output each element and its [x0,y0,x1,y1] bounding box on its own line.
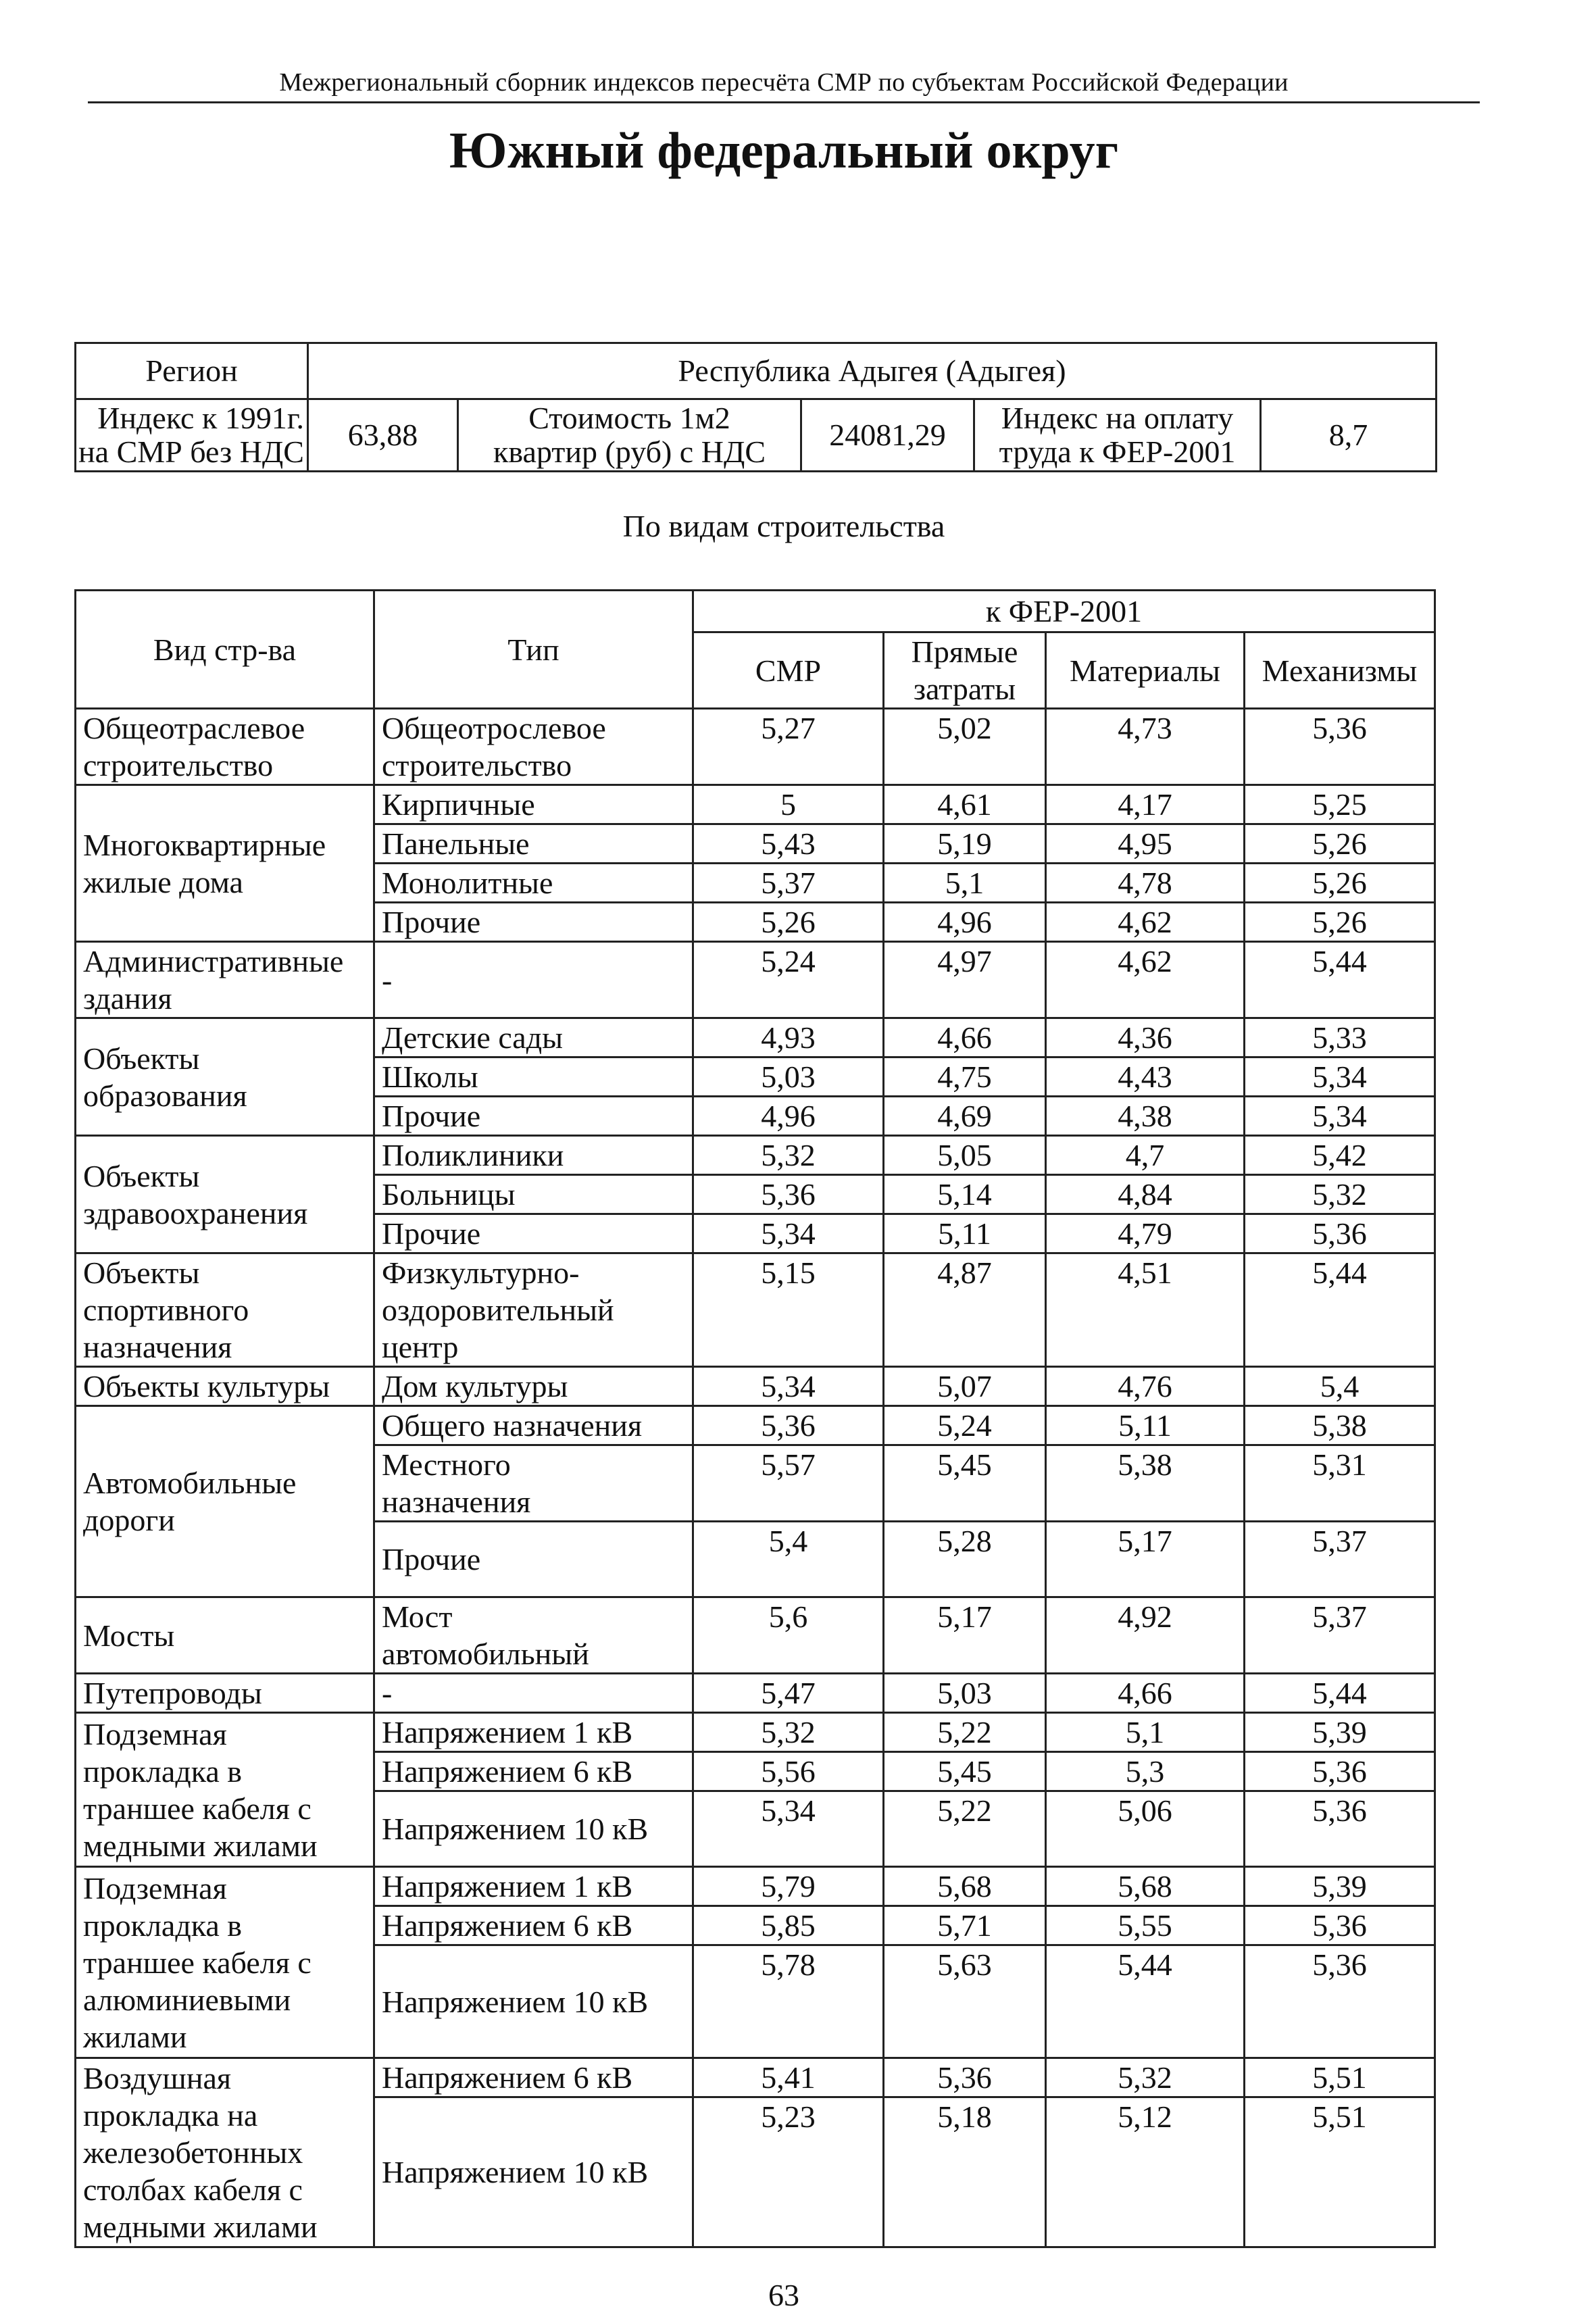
machines-value: 5,36 [1245,1945,1435,2058]
kind-cell [76,1018,374,1136]
type-line: Детские сады [382,1020,564,1055]
direct-costs-value: 4,97 [884,942,1046,1018]
direct-costs-value: 5,22 [884,1791,1046,1867]
type-line: Поликлиники [382,1138,564,1172]
kind-cell [76,709,374,785]
kind-line: траншее кабеля с [83,1791,311,1826]
smr-value: 5,47 [693,1674,884,1713]
materials-value: 5,32 [1046,2058,1245,2097]
smr-value: 5 [693,785,884,824]
type-line: центр [382,1330,459,1364]
direct-costs-value: 4,61 [884,785,1046,824]
smr-value: 5,4 [693,1522,884,1597]
materials-value: 4,78 [1046,864,1245,903]
machines-value: 5,38 [1245,1406,1435,1445]
table-row [76,1253,1435,1367]
kind-line: прокладка в [83,1908,243,1943]
smr-value: 5,27 [693,709,884,785]
table-row [76,1597,1435,1674]
page-title: Южный федеральный округ [449,122,1119,179]
type-cell [374,1057,693,1097]
kind-cell [76,942,374,1018]
type-line: Мост [382,1599,453,1634]
labor-index-label [974,399,1261,472]
smr-value: 5,15 [693,1253,884,1367]
smr-value: 5,43 [693,824,884,864]
direct-costs-value: 5,36 [884,2058,1046,2097]
type-cell [374,903,693,942]
kind-line: Административные [83,944,344,978]
smr-value: 5,56 [693,1752,884,1791]
machines-value: 5,4 [1245,1367,1435,1406]
type-line: Панельные [382,826,530,861]
type-line: Монолитные [382,866,553,900]
direct-costs-value: 4,87 [884,1253,1046,1367]
machines-value: 5,36 [1245,1906,1435,1945]
materials-value: 4,76 [1046,1367,1245,1406]
machines-value: 5,36 [1245,709,1435,785]
materials-value: 4,51 [1046,1253,1245,1367]
machines-value: 5,31 [1245,1445,1435,1522]
direct-costs-value: 5,22 [884,1713,1046,1752]
type-cell [374,2058,693,2097]
direct-costs-value: 5,45 [884,1445,1046,1522]
machines-value: 5,25 [1245,785,1435,824]
index-1991-label-line1: Индекс к 1991г. [97,401,304,435]
machines-value: 5,51 [1245,2097,1435,2247]
smr-value: 5,32 [693,1713,884,1752]
type-line: Общеотрослевое [382,711,606,745]
kind-line: прокладка в [83,1753,243,1789]
index-1991-value: 63,88 [308,399,458,472]
materials-value: 5,44 [1046,1945,1245,2058]
header-direct-costs [884,632,1046,709]
kind-cell [76,1674,374,1713]
direct-costs-value: 5,17 [884,1597,1046,1674]
kind-cell [76,1597,374,1674]
direct-costs-value: 5,71 [884,1906,1046,1945]
kind-line: столбах кабеля с [83,2172,303,2207]
cost-per-m2-label-line1: Стоимость 1м2 [528,401,730,435]
machines-value: 5,42 [1245,1136,1435,1175]
index-1991-label-line2: на СМР без НДС [78,434,304,469]
type-line: Прочие [382,1542,481,1576]
materials-value: 4,84 [1046,1175,1245,1214]
direct-costs-value: 4,96 [884,903,1046,942]
type-cell [374,942,693,1018]
machines-value: 5,37 [1245,1522,1435,1597]
materials-value: 5,06 [1046,1791,1245,1867]
kind-line: траншее кабеля с [83,1945,311,1980]
header-machines: Механизмы [1245,632,1435,709]
direct-costs-value: 5,68 [884,1867,1046,1906]
materials-value: 5,55 [1046,1906,1245,1945]
kind-line: дороги [83,1503,175,1537]
header-direct-costs-line1: Прямые [911,634,1018,669]
type-line: Напряжением 1 кВ [382,1715,633,1749]
kind-line: медными жилами [83,2210,318,2244]
type-line: Напряжением 1 кВ [382,1869,633,1903]
kind-line: здания [83,981,172,1016]
smr-value: 5,24 [693,942,884,1018]
type-cell [374,1097,693,1136]
type-line: Прочие [382,1216,481,1251]
region-summary-table [74,342,1437,472]
smr-value: 5,78 [693,1945,884,2058]
kind-cell [76,1867,374,2058]
table-row [76,785,1435,824]
machines-value: 5,44 [1245,942,1435,1018]
materials-value: 4,36 [1046,1018,1245,1057]
kind-line: Путепроводы [83,1676,262,1710]
kind-line: железобетонных [83,2135,303,2170]
machines-value: 5,44 [1245,1253,1435,1367]
type-line: Местного [382,1447,511,1482]
smr-value: 5,34 [693,1791,884,1867]
smr-value: 5,41 [693,2058,884,2097]
table-row [76,2058,1435,2097]
type-cell [374,1752,693,1791]
kind-line: здравоохранения [83,1195,308,1230]
kind-cell [76,2058,374,2247]
cost-per-m2-value: 24081,29 [801,399,974,472]
smr-value: 5,23 [693,2097,884,2247]
type-cell [374,1597,693,1674]
kind-line: жилами [83,2019,187,2054]
kind-line: алюминиевыми [83,1982,291,2017]
type-cell [374,1713,693,1752]
materials-value: 5,17 [1046,1522,1245,1597]
type-line: Напряжением 10 кВ [382,2155,649,2189]
direct-costs-value: 5,24 [884,1406,1046,1445]
type-cell [374,824,693,864]
materials-value: 4,73 [1046,709,1245,785]
machines-value: 5,51 [1245,2058,1435,2097]
materials-value: 4,79 [1046,1214,1245,1253]
labor-index-label-line1: Индекс на оплату [1001,401,1234,435]
type-line: оздоровительный [382,1293,614,1327]
kind-line: медными жилами [83,1828,318,1863]
type-line: Напряжением 6 кВ [382,1754,633,1789]
machines-value: 5,36 [1245,1791,1435,1867]
type-cell [374,709,693,785]
materials-value: 5,3 [1046,1752,1245,1791]
type-line: Напряжением 10 кВ [382,1812,649,1846]
kind-cell [76,1367,374,1406]
materials-value: 5,11 [1046,1406,1245,1445]
direct-costs-value: 5,11 [884,1214,1046,1253]
type-cell [374,1406,693,1445]
machines-value: 5,32 [1245,1175,1435,1214]
kind-line: Общеотраслевое [83,711,305,745]
header-materials: Материалы [1046,632,1245,709]
type-line: Напряжением 6 кВ [382,2060,633,2095]
type-line: назначения [382,1485,531,1519]
cost-per-m2-label-line2: квартир (руб) с НДС [493,434,766,469]
direct-costs-value: 5,1 [884,864,1046,903]
header-rule [88,101,1480,103]
header-kind: Вид стр-ва [76,591,374,709]
machines-value: 5,37 [1245,1597,1435,1674]
kind-line: жилые дома [83,864,243,899]
machines-value: 5,36 [1245,1214,1435,1253]
type-cell [374,1253,693,1367]
type-cell [374,1445,693,1522]
table-row [76,1713,1435,1752]
machines-value: 5,34 [1245,1097,1435,1136]
table-row [76,709,1435,785]
type-cell [374,1906,693,1945]
machines-value: 5,39 [1245,1713,1435,1752]
type-cell [374,1175,693,1214]
table-row [76,1018,1435,1057]
machines-value: 5,33 [1245,1018,1435,1057]
materials-value: 4,62 [1046,903,1245,942]
type-cell [374,2097,693,2247]
type-cell [374,1674,693,1713]
machines-value: 5,26 [1245,864,1435,903]
page-number: 63 [768,2278,799,2312]
header-direct-costs-line2: затраты [913,672,1016,706]
smr-value: 5,37 [693,864,884,903]
table-row [76,1674,1435,1713]
direct-costs-value: 5,05 [884,1136,1046,1175]
table-row [76,942,1435,1018]
type-line: Дом культуры [382,1369,568,1403]
region-label: Регион [76,343,308,399]
kind-line: Объекты [83,1255,200,1290]
table-row [76,1406,1435,1445]
index-1991-label [76,399,308,472]
smr-value: 5,79 [693,1867,884,1906]
materials-value: 5,38 [1046,1445,1245,1522]
region-value: Республика Адыгея (Адыгея) [308,343,1437,399]
table-row [76,1367,1435,1406]
kind-line: Объекты [83,1158,200,1193]
kind-line: Воздушная [83,2061,232,2095]
header-fer-2001: к ФЕР-2001 [693,591,1435,632]
labor-index-label-line2: труда к ФЕР-2001 [999,434,1236,469]
kind-line: Объекты культуры [83,1369,330,1403]
smr-value: 5,6 [693,1597,884,1674]
materials-value: 4,38 [1046,1097,1245,1136]
smr-value: 5,34 [693,1367,884,1406]
type-line: Общего назначения [382,1408,643,1443]
type-cell [374,1018,693,1057]
type-line: - [382,962,393,997]
smr-value: 5,26 [693,903,884,942]
running-header: Межрегиональный сборник индексов пересчёта СМР по субъектам Российской Федерации [279,68,1289,97]
section-subheading: По видам строительства [622,509,945,543]
construction-index-table [74,589,1436,2248]
table-row [76,1136,1435,1175]
table-row [76,1867,1435,1906]
header-type: Тип [374,591,693,709]
kind-line: Объекты [83,1041,200,1076]
direct-costs-value: 5,18 [884,2097,1046,2247]
kind-line: Многоквартирные [83,827,326,862]
kind-line: прокладка на [83,2098,258,2133]
kind-line: Подземная [83,1870,227,1906]
machines-value: 5,34 [1245,1057,1435,1097]
type-line: Физкультурно- [382,1255,580,1290]
type-line: Школы [382,1060,478,1094]
type-cell [374,1522,693,1597]
kind-line: Автомобильные [83,1466,297,1500]
direct-costs-value: 4,69 [884,1097,1046,1136]
type-cell [374,864,693,903]
kind-line: назначения [83,1330,232,1364]
type-line: - [382,1676,393,1710]
type-line: Прочие [382,1099,481,1133]
table-body [76,709,1435,2247]
type-line: автомобильный [382,1637,589,1671]
smr-value: 4,93 [693,1018,884,1057]
direct-costs-value: 5,19 [884,824,1046,864]
kind-line: Мосты [83,1618,175,1653]
type-cell [374,1136,693,1175]
materials-value: 4,66 [1046,1674,1245,1713]
type-line: Напряжением 6 кВ [382,1908,633,1943]
kind-line: образования [83,1078,247,1113]
smr-value: 5,36 [693,1406,884,1445]
direct-costs-value: 5,07 [884,1367,1046,1406]
materials-value: 4,95 [1046,824,1245,864]
direct-costs-value: 4,75 [884,1057,1046,1097]
cost-per-m2-label [458,399,801,472]
machines-value: 5,26 [1245,903,1435,942]
kind-line: строительство [83,748,274,782]
kind-line: спортивного [83,1293,249,1327]
materials-value: 4,62 [1046,942,1245,1018]
type-line: Напряжением 10 кВ [382,1984,649,2019]
kind-cell [76,1136,374,1253]
machines-value: 5,26 [1245,824,1435,864]
direct-costs-value: 5,02 [884,709,1046,785]
smr-value: 5,34 [693,1214,884,1253]
machines-value: 5,36 [1245,1752,1435,1791]
kind-cell [76,1713,374,1867]
smr-value: 5,85 [693,1906,884,1945]
smr-value: 5,36 [693,1175,884,1214]
type-line: строительство [382,748,572,782]
type-cell [374,1867,693,1906]
type-line: Кирпичные [382,787,535,822]
smr-value: 5,57 [693,1445,884,1522]
kind-line: Подземная [83,1716,227,1751]
materials-value: 5,68 [1046,1867,1245,1906]
materials-value: 5,1 [1046,1713,1245,1752]
machines-value: 5,39 [1245,1867,1435,1906]
direct-costs-value: 5,03 [884,1674,1046,1713]
direct-costs-value: 5,63 [884,1945,1046,2058]
materials-value: 5,12 [1046,2097,1245,2247]
type-line: Больницы [382,1177,516,1212]
smr-value: 5,03 [693,1057,884,1097]
type-cell [374,1945,693,2058]
machines-value: 5,44 [1245,1674,1435,1713]
materials-value: 4,92 [1046,1597,1245,1674]
materials-value: 4,43 [1046,1057,1245,1097]
smr-value: 4,96 [693,1097,884,1136]
header-smr: СМР [693,632,884,709]
type-cell [374,1214,693,1253]
type-cell [374,785,693,824]
kind-cell [76,1253,374,1367]
materials-value: 4,17 [1046,785,1245,824]
kind-cell [76,1406,374,1597]
type-cell [374,1367,693,1406]
type-cell [374,1791,693,1867]
labor-index-value: 8,7 [1261,399,1437,472]
direct-costs-value: 5,45 [884,1752,1046,1791]
smr-value: 5,32 [693,1136,884,1175]
direct-costs-value: 4,66 [884,1018,1046,1057]
materials-value: 4,7 [1046,1136,1245,1175]
direct-costs-value: 5,28 [884,1522,1046,1597]
direct-costs-value: 5,14 [884,1175,1046,1214]
type-line: Прочие [382,905,481,939]
kind-cell [76,785,374,942]
